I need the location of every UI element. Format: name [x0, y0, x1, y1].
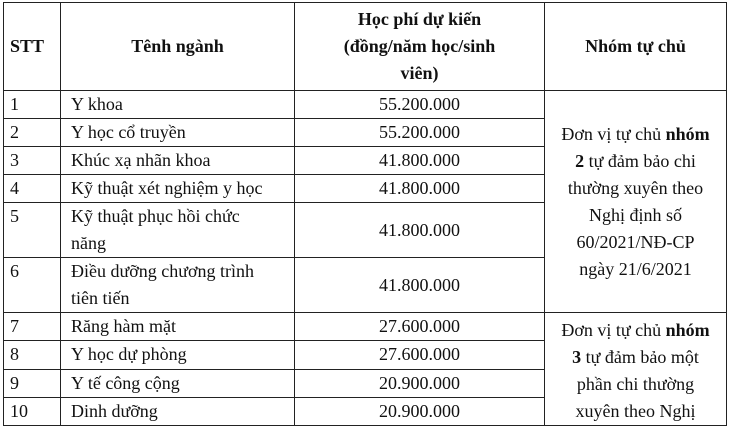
- group1-bold-word: nhóm: [665, 123, 710, 144]
- row-major-line1: Điều dưỡng chương trình: [71, 261, 255, 281]
- group1-line4: Nghị định số: [588, 204, 682, 225]
- row-fee: 55.200.000: [295, 119, 545, 147]
- row-major: Khúc xạ nhãn khoa: [61, 147, 295, 175]
- group1-line2: [551, 148, 720, 175]
- row-fee: 41.800.000: [295, 203, 545, 258]
- row-stt: 3: [4, 147, 61, 175]
- row-major: Y học cổ truyền: [61, 119, 295, 147]
- group1-prefix: Đơn vị tự chủ: [561, 123, 666, 144]
- row-major: Răng hàm mặt: [61, 313, 295, 341]
- group1-line6: ngày 21/6/2021: [579, 258, 692, 279]
- row-fee: 20.900.000: [295, 369, 545, 397]
- group2-line1: [551, 317, 720, 344]
- row-fee: 41.800.000: [295, 147, 545, 175]
- group-cell-2: [545, 313, 727, 426]
- row-fee: 20.900.000: [295, 397, 545, 425]
- header-fee-line1: Học phí dự kiến: [357, 9, 482, 29]
- table-row: [4, 313, 727, 341]
- row-major-line1: Kỹ thuật phục hồi chức: [71, 206, 240, 226]
- group-cell-1: [545, 91, 727, 313]
- row-stt: 1: [4, 91, 61, 119]
- row-fee: 41.800.000: [295, 258, 545, 313]
- row-fee: 27.600.000: [295, 313, 545, 341]
- group2-line2: [551, 344, 720, 371]
- row-stt: 6: [4, 258, 61, 313]
- row-major: Y khoa: [61, 91, 295, 119]
- header-fee-line2: (đồng/năm học/sinh: [343, 36, 496, 56]
- header-fee-line3: viên): [400, 63, 439, 83]
- header-major: Tênh ngành: [61, 3, 295, 91]
- group2-bold-number: 3: [572, 347, 582, 367]
- row-stt: 9: [4, 369, 61, 397]
- row-stt: 4: [4, 175, 61, 203]
- row-major: [61, 203, 295, 258]
- group2-line3: phần chi thường: [576, 374, 695, 394]
- group1-bold-number: 2: [575, 150, 585, 171]
- group1-line3: thường xuyên theo: [567, 177, 704, 198]
- group2-bold-word: nhóm: [665, 320, 710, 340]
- row-stt: 7: [4, 313, 61, 341]
- row-major: Y học dự phòng: [61, 341, 295, 369]
- row-major: Y tế công cộng: [61, 369, 295, 397]
- header-fee: [295, 3, 545, 91]
- row-major-line2: năng: [71, 233, 106, 253]
- row-fee: 41.800.000: [295, 175, 545, 203]
- row-stt: 5: [4, 203, 61, 258]
- row-major: [61, 258, 295, 313]
- row-major-line2: tiên tiến: [71, 288, 130, 308]
- group1-line2-rest: tự đảm bảo chi: [584, 150, 696, 171]
- row-fee: 55.200.000: [295, 91, 545, 119]
- header-group: Nhóm tự chủ: [545, 3, 727, 91]
- row-stt: 2: [4, 119, 61, 147]
- group2-line4: xuyên theo Nghị: [575, 401, 696, 421]
- row-fee: 27.600.000: [295, 341, 545, 369]
- tuition-table: [3, 2, 727, 426]
- group1-line5: 60/2021/NĐ-CP: [576, 231, 695, 252]
- row-major: Kỹ thuật xét nghiệm y học: [61, 175, 295, 203]
- group1-line1: [551, 121, 720, 148]
- group2-line2-rest: tự đảm bảo một: [581, 347, 699, 367]
- group2-prefix: Đơn vị tự chủ: [561, 320, 666, 340]
- header-row: [4, 3, 727, 91]
- row-major: Dinh dưỡng: [61, 397, 295, 425]
- row-stt: 8: [4, 341, 61, 369]
- header-stt: STT: [4, 3, 61, 91]
- table-row: [4, 91, 727, 119]
- row-stt: 10: [4, 397, 61, 425]
